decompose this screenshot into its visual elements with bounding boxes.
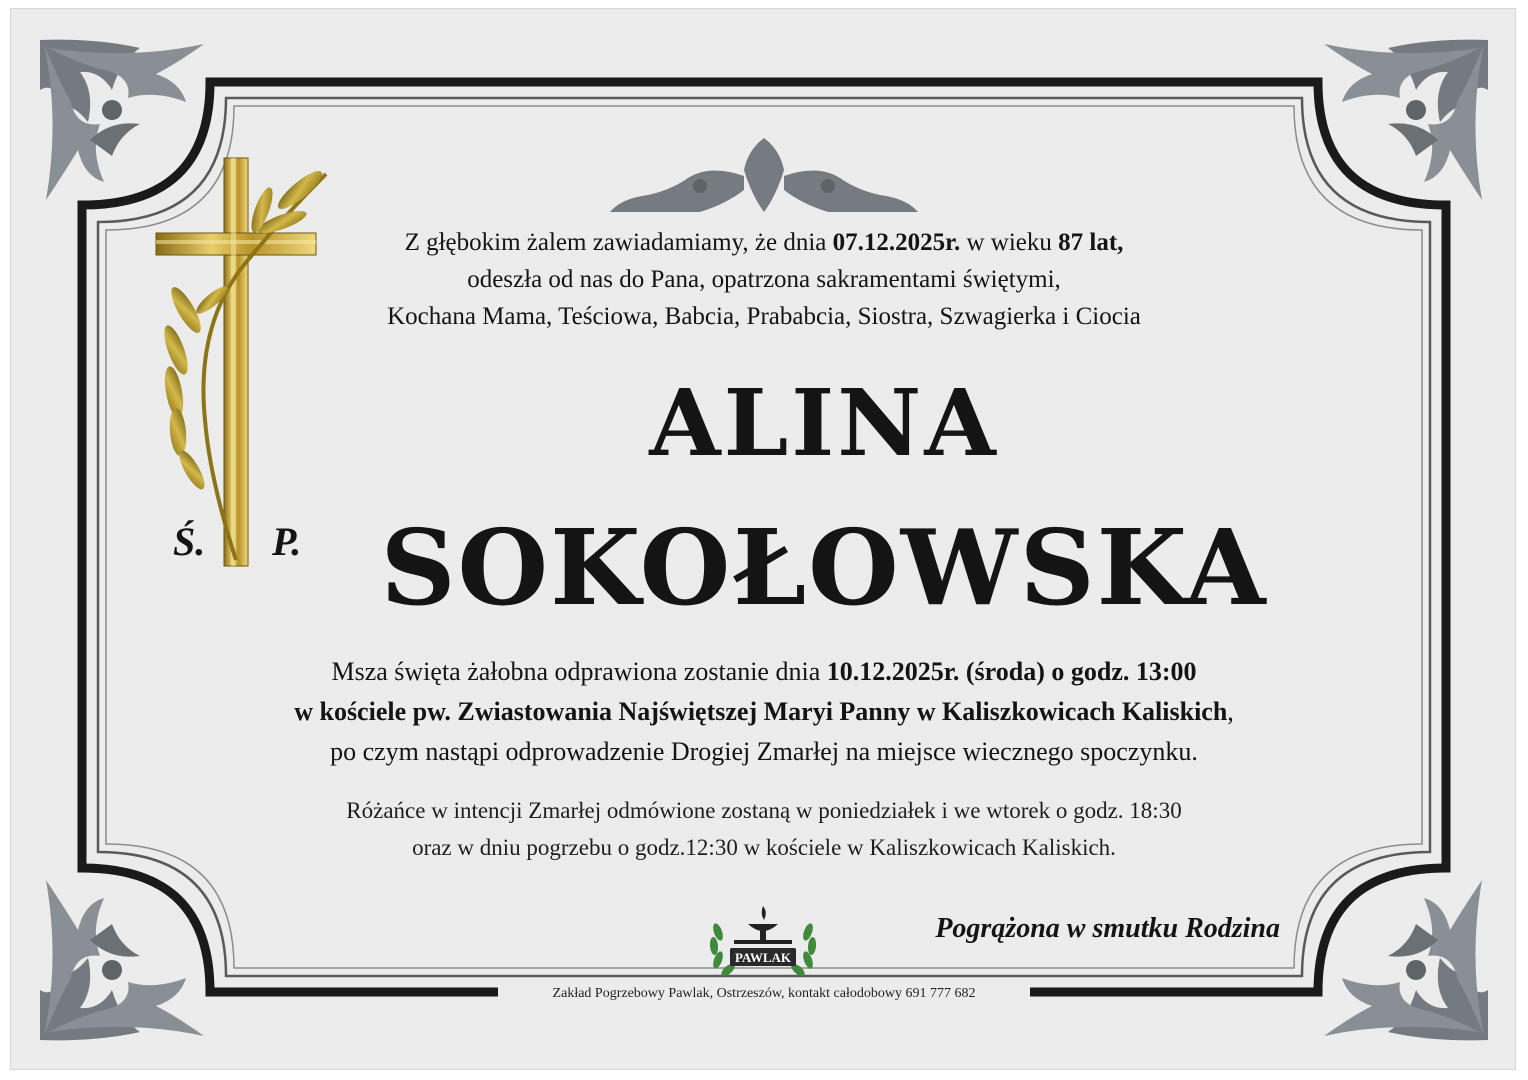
intro-text-a: Z głębokim żalem zawiadamiamy, że dnia (404, 229, 833, 256)
top-ornament (610, 138, 918, 212)
rosary-info (0, 793, 1528, 867)
mass-line-2 (0, 692, 1528, 732)
signature: Pogrążona w smutku Rodzina (935, 913, 1280, 944)
age: 87 lat, (1058, 229, 1124, 256)
mass-line-3: po czym nastąpi odprowadzenie Drogiej Zmarłej na miejsce wiecznego spoczynku. (330, 737, 1198, 766)
rosary-line-2: oraz w dniu pogrzebu o godz.12:30 w kościele w Kaliszkowicach Kaliskich. (412, 835, 1116, 860)
death-date: 07.12.2025r. (832, 229, 961, 256)
mass-comma: , (1227, 697, 1234, 726)
mass-line-1 (0, 652, 1528, 692)
last-name: SOKOŁOWSKA (380, 506, 1268, 629)
intro-line-2: odeszła od nas do Pana, opatrzona sakramentami świętymi, (467, 266, 1061, 293)
church-name: w kościele pw. Zwiastowania Najświętszej Maryi Panny w Kaliszkowicach Kaliskich (294, 697, 1228, 726)
prefix-p: P. (272, 519, 302, 564)
first-name: ALINA (649, 369, 999, 477)
mass-datetime: 10.12.2025r. (środa) o godz. 13:00 (826, 657, 1197, 686)
rosary-line-1: Różańce w intencji Zmarłej odmówione zostaną w poniedziałek i we wtorek o godz. 18:30 (346, 798, 1182, 823)
prefix-s: Ś. (173, 519, 206, 564)
logo-text: PAWLAK (734, 950, 792, 965)
funeral-home-logo (704, 902, 822, 982)
mass-info (0, 652, 1528, 772)
mass-text-a: Msza święta żałobna odprawiona zostanie dnia (331, 657, 827, 686)
announcement-intro (0, 224, 1528, 335)
intro-line-3: Kochana Mama, Teściowa, Babcia, Prababcia, Siostra, Szwagierka i Ciocia (387, 303, 1141, 330)
intro-text-b: w wieku (960, 229, 1059, 256)
footer-contact: Zakład Pogrzebowy Pawlak, Ostrzeszów, kontakt całodobowy 691 777 682 (498, 982, 1030, 1006)
intro-line-1 (0, 224, 1528, 261)
funeral-lamp-icon (734, 906, 792, 944)
